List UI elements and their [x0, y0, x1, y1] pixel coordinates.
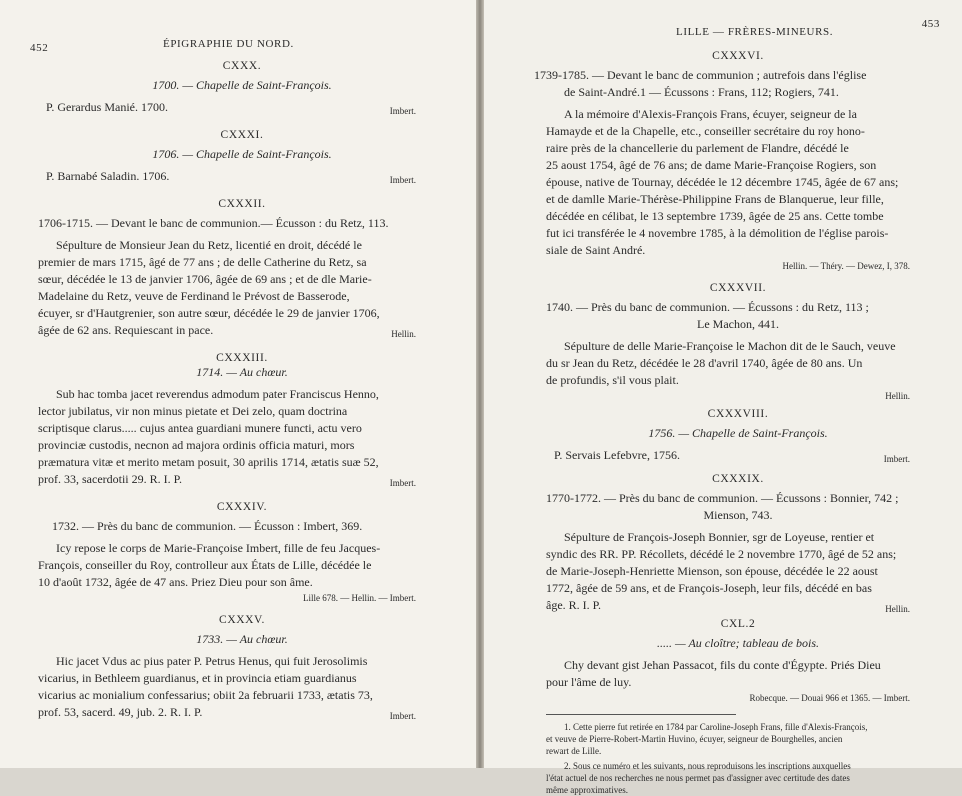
entry-number: CXXXV. [219, 614, 265, 626]
entry-number: CXXXIII. [216, 352, 268, 364]
entry-line: siale de Saint André. [546, 243, 646, 257]
entry-source: Imbert. [389, 711, 416, 721]
entry-source: Hellin. [885, 391, 910, 401]
entry-heading: 1733. — Au chœur. [196, 632, 288, 646]
entry-line: scriptisque clarus..... cujus antea guardiani munere functi, actu vero [38, 421, 362, 435]
entry-line: fut ici transférée le 4 novembre 1785, à la démolition de l'église parois- [546, 226, 889, 240]
right-page-number: 453 [921, 18, 940, 30]
entry-line: Madelaine du Retz, veuve de Ferdinand le Prévost de Basserode, [38, 289, 350, 303]
entry-line: A la mémoire d'Alexis-François Frans, écuyer, seigneur de la [564, 107, 857, 121]
footnote-line: rewart de Lille. [546, 746, 602, 756]
left-page-header [30, 30, 446, 54]
entry-line: premier de mars 1715, âgé de 77 ans ; de delle Catherine du Retz, sa [38, 255, 367, 269]
entry-source: Hellin. [391, 329, 416, 339]
footnote-line: 2. Sous ce numéro et les suivants, nous reproduisons les inscriptions auxquelles [564, 761, 851, 771]
entry-number: CXXXIX. [712, 473, 764, 485]
entry-line: du sr Jean du Retz, décédée le 28 d'avril 1740, âgée de 80 ans. Un [546, 356, 863, 370]
entry-source: Imbert. [389, 478, 416, 488]
entry-line: âge. R. I. P. [546, 598, 601, 612]
entry-line: provinciæ custodis, necnon ad majora ordinis officia maturi, mors [38, 438, 355, 452]
left-running-title: ÉPIGRAPHIE DU NORD. [163, 38, 294, 50]
entry-line: 1772, âgée de 59 ans, et de François-Joseph, leur fils, décédé en bas [546, 581, 872, 595]
entry-text: P. Barnabé Saladin. 1706. [46, 169, 170, 183]
entry-line: François, conseiller du Roy, controlleur aux États de Lille, décédée le [38, 558, 372, 572]
entry-line: vicarius ac monialium confessarius; obiit 2a februarii 1733, ætatis 73, [38, 688, 373, 702]
left-page [0, 0, 476, 768]
right-page [484, 0, 962, 795]
entry-source: Hellin. [885, 604, 910, 614]
entry-heading: 1756. — Chapelle de Saint-François. [648, 426, 828, 440]
entry-line: lector jubilatus, vir non minus pietate et Dei zelo, quam doctrina [38, 404, 348, 418]
entry-number: CXL.2 [720, 618, 756, 630]
right-page-header [546, 18, 940, 38]
entry-number: CXXXI. [220, 129, 264, 141]
entry-line: âgée de 62 ans. Requiescant in pace. [38, 323, 214, 337]
entry-source: Imbert. [389, 106, 416, 116]
entry-heading: 1740. — Près du banc de communion. — Écussons : du Retz, 113 ; [546, 300, 869, 314]
entry-number: CXXXVI. [712, 50, 764, 62]
entry-line: Sépulture de delle Marie-Françoise le Machon dit de le Sauch, veuve [564, 339, 896, 353]
footnote-line: et veuve de Pierre-Robert-Martin Huvino, écuyer, seigneur de Bourghelles, ancien [546, 734, 843, 744]
entry-inline [38, 99, 446, 120]
entry-line: et de damlle Marie-Thérèse-Philippine Frans de Blanquerue, leur fille, [546, 192, 884, 206]
footnote-rule [546, 714, 736, 715]
book-gutter [476, 0, 484, 768]
entry-source: Hellin. — Théry. — Dewez, I, 378. [782, 261, 910, 271]
entry-heading: 1732. — Près du banc de communion. — Écusson : Imbert, 369. [52, 519, 363, 533]
entry-heading: 1706-1715. — Devant le banc de communion.— Écusson : du Retz, 113. [38, 216, 389, 230]
entry-heading: 1714. — Au chœur. [196, 365, 288, 379]
entry-line: prof. 53, sacerd. 49, jub. 2. R. I. P. [38, 705, 203, 719]
entry-line: sœur, décédée le 13 de janvier 1706, âgée de 69 ans ; et de dle Marie- [38, 272, 372, 286]
entry-line: raire près de la chancellerie du parlement de Flandre, décédé le [546, 141, 849, 155]
entry-last-line [38, 322, 446, 343]
entry-line: 10 d'août 1732, âgée de 47 ans. Priez Dieu pour son âme. [38, 575, 313, 589]
footnote-line: l'état actuel de nos recherches ne nous permet pas d'assigner avec certitude des dates [546, 773, 850, 783]
entry-line: prof. 33, sacerdotii 29. R. I. P. [38, 472, 182, 486]
entry-line: Hamayde et de la Chapelle, etc., conseiller secrétaire du roy hono- [546, 124, 865, 138]
entry-line: vicarius, in Bethleem guardianus, et in provincia etiam guardianus [38, 671, 357, 685]
entry-last-line [38, 704, 446, 725]
entry-line: præmatura vitæ et merito metam posuit, 30 aprilis 1714, ætatis suæ 52, [38, 455, 379, 469]
entry-number: CXXXII. [218, 198, 266, 210]
entry-line: pour l'âme de luy. [546, 675, 632, 689]
footnote-line: 1. Cette pierre fut retirée en 1784 par Caroline-Joseph Frans, fille d'Alexis-François, [564, 722, 868, 732]
entry-line: de Marie-Joseph-Henriette Mienson, son épouse, décédée le 22 aoust [546, 564, 878, 578]
entry-heading: 1700. — Chapelle de Saint-François. [152, 78, 332, 92]
left-page-number: 452 [30, 42, 49, 54]
entry-source: Lille 678. — Hellin. — Imbert. [303, 593, 416, 603]
entry-line: 25 aoust 1754, âgé de 76 ans; de dame Marie-Françoise Rogiers, son [546, 158, 877, 172]
entry-line: écuyer, sr d'Hautgrenier, son autre sœur, décédée le 29 de janvier 1706, [38, 306, 380, 320]
entry-last-line [38, 471, 446, 492]
entry-text: P. Gerardus Manié. 1700. [46, 100, 168, 114]
entry-last-line [546, 597, 930, 618]
entry-text: P. Servais Lefebvre, 1756. [554, 448, 680, 462]
entry-line: Icy repose le corps de Marie-Françoise Imbert, fille de feu Jacques- [56, 541, 381, 555]
entry-heading: 1706. — Chapelle de Saint-François. [152, 147, 332, 161]
right-running-title: LILLE — FRÈRES-MINEURS. [676, 26, 834, 38]
entry-heading: 1739-1785. — Devant le banc de communion ; autrefois dans l'église [534, 68, 867, 82]
footnote-line: même approximatives. [546, 785, 628, 795]
entry-line: syndic des RR. PP. Récollets, décédé le 2 novembre 1770, âgé de 52 ans; [546, 547, 897, 561]
entry-source: Imbert. [883, 454, 910, 464]
entry-line: Sépulture de Monsieur Jean du Retz, licentié en droit, décédé le [56, 238, 362, 252]
entry-number: CXXXVII. [709, 282, 767, 294]
entry-source: Robecque. — Douai 966 et 1365. — Imbert. [749, 693, 910, 703]
entry-number: CXXXIV. [216, 501, 268, 513]
entry-heading: Mienson, 743. [703, 508, 773, 522]
entry-heading: de Saint-André.1 — Écussons : Frans, 112; Rogiers, 741. [564, 85, 839, 99]
entry-source: Imbert. [389, 175, 416, 185]
entry-line: décédée en célibat, le 13 septembre 1739, âgée de 25 ans. Cette tombe [546, 209, 884, 223]
entry-line: Chy devant gist Jehan Passacot, fils du conte d'Égypte. Priés Dieu [564, 658, 881, 672]
entry-number: CXXX. [222, 60, 262, 72]
entry-heading: Le Machon, 441. [697, 317, 779, 331]
entry-heading: ..... — Au cloître; tableau de bois. [657, 636, 819, 650]
entry-inline [546, 447, 930, 468]
entry-line: de profundis, s'il vous plait. [546, 373, 679, 387]
entry-line: Sépulture de François-Joseph Bonnier, sgr de Loyeuse, rentier et [564, 530, 875, 544]
entry-number: CXXXVIII. [707, 408, 769, 420]
entry-inline [38, 168, 446, 189]
entry-heading: 1770-1772. — Près du banc de communion. — Écussons : Bonnier, 742 ; [546, 491, 899, 505]
entry-line: épouse, native de Tournay, décédée le 12 décembre 1745, âgée de 67 ans; [546, 175, 899, 189]
entry-line: Hic jacet Vdus ac pius pater P. Petrus Henus, qui fuit Jerosolimis [56, 654, 368, 668]
entry-line: Sub hac tomba jacet reverendus admodum pater Franciscus Henno, [56, 387, 379, 401]
